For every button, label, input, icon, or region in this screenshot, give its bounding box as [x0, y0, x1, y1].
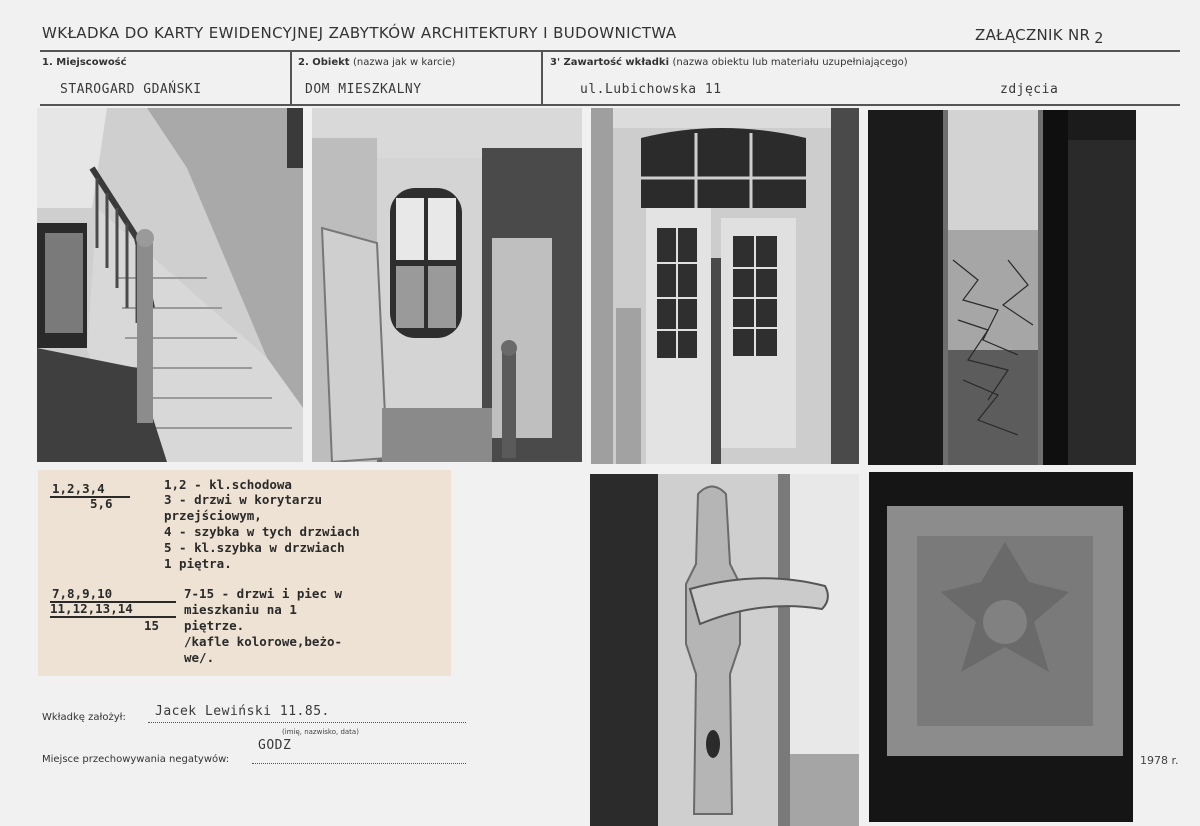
corridor-photo-image: [312, 108, 582, 462]
caption-line-1-2: 3 - drzwi w korytarzu: [164, 492, 323, 507]
tile-photo-image: [869, 472, 1133, 822]
photo-corridor-window: [312, 108, 582, 462]
photo-stove-tile: [869, 472, 1133, 822]
photo-door-handle: [590, 474, 859, 826]
photo-corridor-door: [591, 108, 859, 464]
annex-number: 2: [1094, 29, 1104, 47]
author-value: Jacek Lewiński 11.85.: [155, 704, 330, 719]
caption-line-2-2: mieszkaniu na 1: [184, 602, 297, 617]
contents-label-note: (nazwa obiektu lub materiału uzupełniającego): [672, 57, 908, 68]
field-divider-1: [290, 52, 292, 104]
storage-value: GODZ: [258, 738, 292, 753]
caption-photos-5-6: 5,6: [90, 496, 113, 511]
caption-photos-1-4: 1,2,3,4: [52, 481, 105, 496]
author-label: Wkładkę założył:: [42, 712, 126, 723]
contents-label: [550, 57, 908, 68]
contents-type: zdjęcia: [1000, 82, 1059, 97]
handle-photo-image: [590, 474, 859, 826]
caption-line-1-4: 4 - szybka w tych drzwiach: [164, 524, 360, 539]
caption-line-2-1: 7-15 - drzwi i piec w: [184, 586, 343, 601]
author-dotted-line: [148, 722, 466, 723]
location-value: STAROGARD GDAŃSKI: [60, 82, 202, 97]
caption-line-2-5: we/.: [184, 650, 215, 665]
photo-glass-pane: [868, 110, 1136, 465]
caption-photo-15: 15: [144, 618, 160, 633]
caption-line-1-1: 1,2 - kl.schodowa: [164, 477, 292, 492]
caption-line-1-3: przejściowym,: [164, 508, 262, 523]
caption-line-1-5: 5 - kl.szybka w drzwiach: [164, 540, 345, 555]
staircase-photo-image: [37, 108, 303, 462]
caption-line-2-3: piętrze.: [184, 618, 245, 633]
object-label-note: (nazwa jak w karcie): [353, 57, 456, 68]
door-photo-image: [591, 108, 859, 464]
contents-address: ul.Lubichowska 11: [580, 82, 722, 97]
object-label-text: 2. Obiekt: [298, 57, 350, 68]
glass-photo-image: [868, 110, 1136, 465]
fields-bottom-rule: [40, 104, 1180, 106]
caption-photos-7-10: 7,8,9,10: [52, 586, 113, 601]
caption-photos-11-14: 11,12,13,14: [50, 601, 133, 616]
object-label: [298, 57, 455, 68]
contents-label-text: 3' Zawartość wkładki: [550, 57, 670, 68]
document-title: WKŁADKA DO KARTY EWIDENCYJNEJ ZABYTKÓW ARCHITEKTURY I BUDOWNICTWA: [42, 24, 677, 42]
caption-card: [38, 470, 451, 676]
caption-line-2-4: /kafle kolorowe,beżo-: [184, 634, 343, 649]
object-value: DOM MIESZKALNY: [305, 82, 422, 97]
caption-line-1-6: 1 piętra.: [164, 556, 232, 571]
storage-dotted-line: [252, 763, 466, 764]
photo-staircase: [37, 108, 303, 462]
location-label: 1. Miejscowość: [42, 57, 127, 68]
header-rule: [40, 50, 1180, 52]
annex-label: [975, 26, 1104, 47]
author-note: (imię, nazwisko, data): [282, 728, 359, 736]
field-divider-2: [541, 52, 543, 104]
annex-label-text: ZAŁĄCZNIK NR: [975, 26, 1091, 44]
print-year: 1978 r.: [1140, 754, 1179, 767]
storage-label: Miejsce przechowywania negatywów:: [42, 754, 230, 765]
